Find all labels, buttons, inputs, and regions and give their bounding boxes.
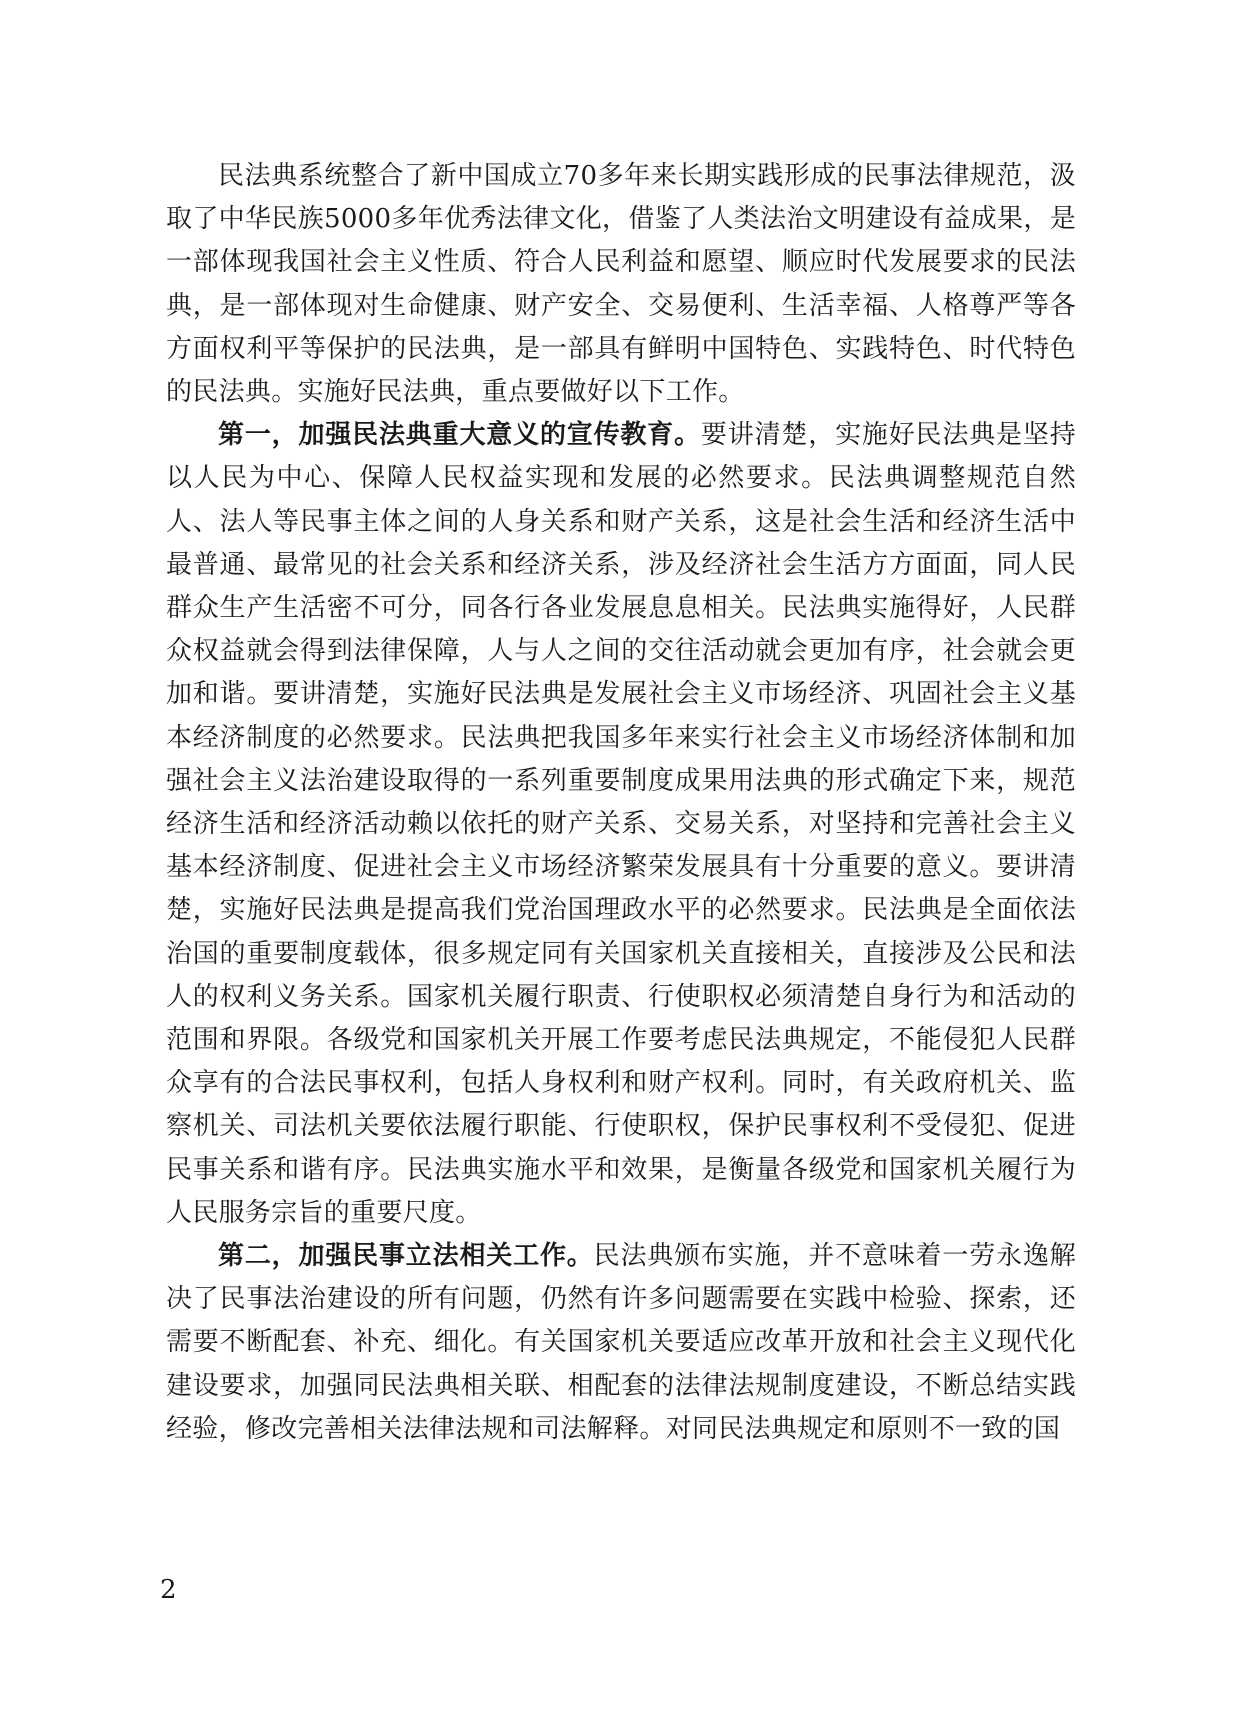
paragraph-intro (166, 155, 1076, 414)
paragraph-first-point (166, 414, 1076, 1235)
paragraph-text: 民法典系统整合了新中国成立70多年来长期实践形成的民事法律规范，汲取了中华民族5000多年优秀法律文化，借鉴了人类法治文明建设有益成果，是一部体现我国社会主义性质、符合人民利益和愿望、顺应时代发展要求的民法典，是一部体现对生命健康、财产安全、交易便利、生活幸福、人格尊严等各方面权利平等保护的民法典，是一部具有鲜明中国特色、实践特色、时代特色的民法典。实施好民法典，重点要做好以下工作。 (166, 161, 1076, 408)
paragraph-second-point (166, 1235, 1076, 1451)
page-number: 2 (160, 1575, 177, 1605)
document-body (166, 155, 1076, 1451)
paragraph-lead: 第一，加强民法典重大意义的宣传教育。 (218, 420, 701, 451)
paragraph-text: 民法典颁布实施，并不意味着一劳永逸解决了民事法治建设的所有问题，仍然有许多问题需要在实践中检验、探索，还需要不断配套、补充、细化。有关国家机关要适应改革开放和社会主义现代化建设要求，加强同民法典相关联、相配套的法律法规制度建设，不断总结实践经验，修改完善相关法律法规和司法解释。对同民法典规定和原则不一致的国 (166, 1241, 1076, 1444)
paragraph-lead: 第二，加强民事立法相关工作。 (218, 1241, 594, 1272)
paragraph-text: 要讲清楚，实施好民法典是坚持以人民为中心、保障人民权益实现和发展的必然要求。民法典调整规范自然人、法人等民事主体之间的人身关系和财产关系，这是社会生活和经济生活中最普通、最常见的社会关系和经济关系，涉及经济社会生活方方面面，同人民群众生产生活密不可分，同各行各业发展息息相关。民法典实施得好，人民群众权益就会得到法律保障，人与人之间的交往活动就会更加有序，社会就会更加和谐。要讲清楚，实施好民法典是发展社会主义市场经济、巩固社会主义基本经济制度的必然要求。民法典把我国多年来实行社会主义市场经济体制和加强社会主义法治建设取得的一系列重要制度成果用法典的形式确定下来，规范经济生活和经济活动赖以依托的财产关系、交易关系，对坚持和完善社会主义基本经济制度、促进社会主义市场经济繁荣发展具有十分重要的意义。要讲清楚，实施好民法典是提高我们党治国理政水平的必然要求。民法典是全面依法治国的重要制度载体，很多规定同有关国家机关直接相关，直接涉及公民和法人的权利义务关系。国家机关履行职责、行使职权必须清楚自身行为和活动的范围和界限。各级党和国家机关开展工作要考虑民法典规定，不能侵犯人民群众享有的合法民事权利，包括人身权利和财产权利。同时，有关政府机关、监察机关、司法机关要依法履行职能、行使职权，保护民事权利不受侵犯、促进民事关系和谐有序。民法典实施水平和效果，是衡量各级党和国家机关履行为人民服务宗旨的重要尺度。 (166, 420, 1076, 1228)
